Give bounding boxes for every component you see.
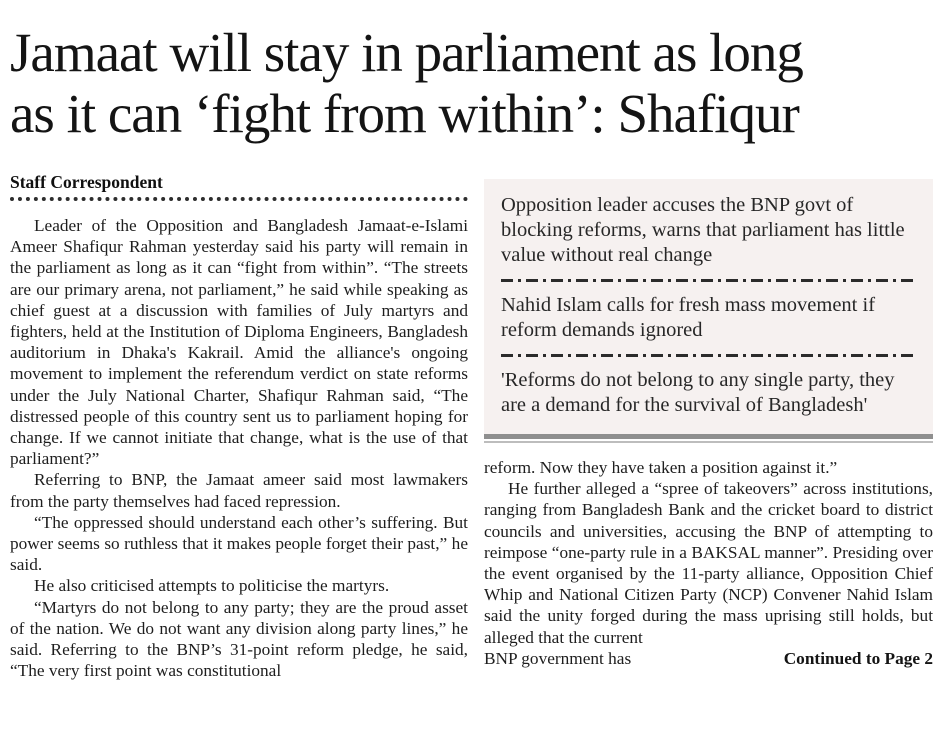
pull-quote: 'Reforms do not belong to any single party, they are a demand for the survival of Bangladesh' [501, 369, 895, 416]
dash-dot-rule [501, 354, 916, 357]
pull-quote: Nahid Islam calls for fresh mass movement if reform demands ignored [501, 294, 876, 341]
headline-line-2: as it can ‘fight from within’: Shafiqur [10, 83, 799, 144]
highlight-box [484, 179, 933, 434]
double-rule-thin-line [484, 441, 933, 443]
right-column [484, 158, 933, 681]
article-paragraph: Leader of the Opposition and Bangladesh Jamaat-e-Islami Ameer Shafiqur Rahman yesterday said his party will remain in the parliament as long as it can “fight from within”. “The streets are our primary arena, not parliament,” he said while speaking as chief guest at a discussion with families of July martyrs and fighters, held at the Institution of Diploma Engineers, Bangladesh auditorium in Dhaka's Kakrail. Amid the alliance's ongoing movement to implement the referendum verdict on state reforms under the July National Charter, Shafiqur Rahman said, “The distressed people of this country sent us to parliament hoping for change. If we cannot initiate that change, what is the use of that parliament?” [10, 216, 468, 469]
pull-quote: Opposition leader accuses the BNP govt of blocking reforms, warns that parliament has little value without real change [501, 194, 905, 266]
article-paragraph: Referring to BNP, the Jamaat ameer said most lawmakers from the party themselves had faced repression. [10, 470, 468, 511]
byline-dotted-rule [10, 197, 468, 201]
byline: Staff Correspondent [10, 172, 163, 192]
article-headline [10, 22, 933, 144]
dash-dot-rule [501, 279, 916, 282]
double-rule-thick-line [484, 434, 933, 439]
continued-to-page-2: Continued to Page 2 [783, 648, 933, 668]
jump-line [484, 648, 933, 669]
article-paragraph: He also criticised attempts to politicise the martyrs. [34, 576, 390, 596]
article-paragraph: “The oppressed should understand each other’s suffering. But power seems so ruthless that it makes people forget their past,” he said. [10, 512, 468, 575]
article-columns [10, 158, 933, 681]
article-paragraph: reform. Now they have taken a position against it.” [484, 458, 838, 477]
headline-line-1: Jamaat will stay in parliament as long [10, 22, 803, 83]
double-rule [484, 434, 933, 443]
article-paragraph: “Martyrs do not belong to any party; they are the proud asset of the nation. We do not want any division along party lines,” he said. Referring to the BNP’s 31-point reform pledge, he said, “The very first point was constitutional [10, 597, 468, 681]
jump-line-text: BNP government has [484, 648, 632, 668]
left-column [10, 158, 468, 681]
article-paragraph: He further alleged a “spree of takeovers” across institutions, ranging from Bangladesh Bank and the cricket board to district councils and universities, accusing the BNP of attempting to reimpose “one-party rule in a BAKSAL manner”. Presiding over the event organised by the 11-party alliance, Opposition Chief Whip and National Citizen Party (NCP) Convener Nahid Islam said the unity forged during the mass uprising still holds, but alleged that the current [484, 479, 933, 647]
